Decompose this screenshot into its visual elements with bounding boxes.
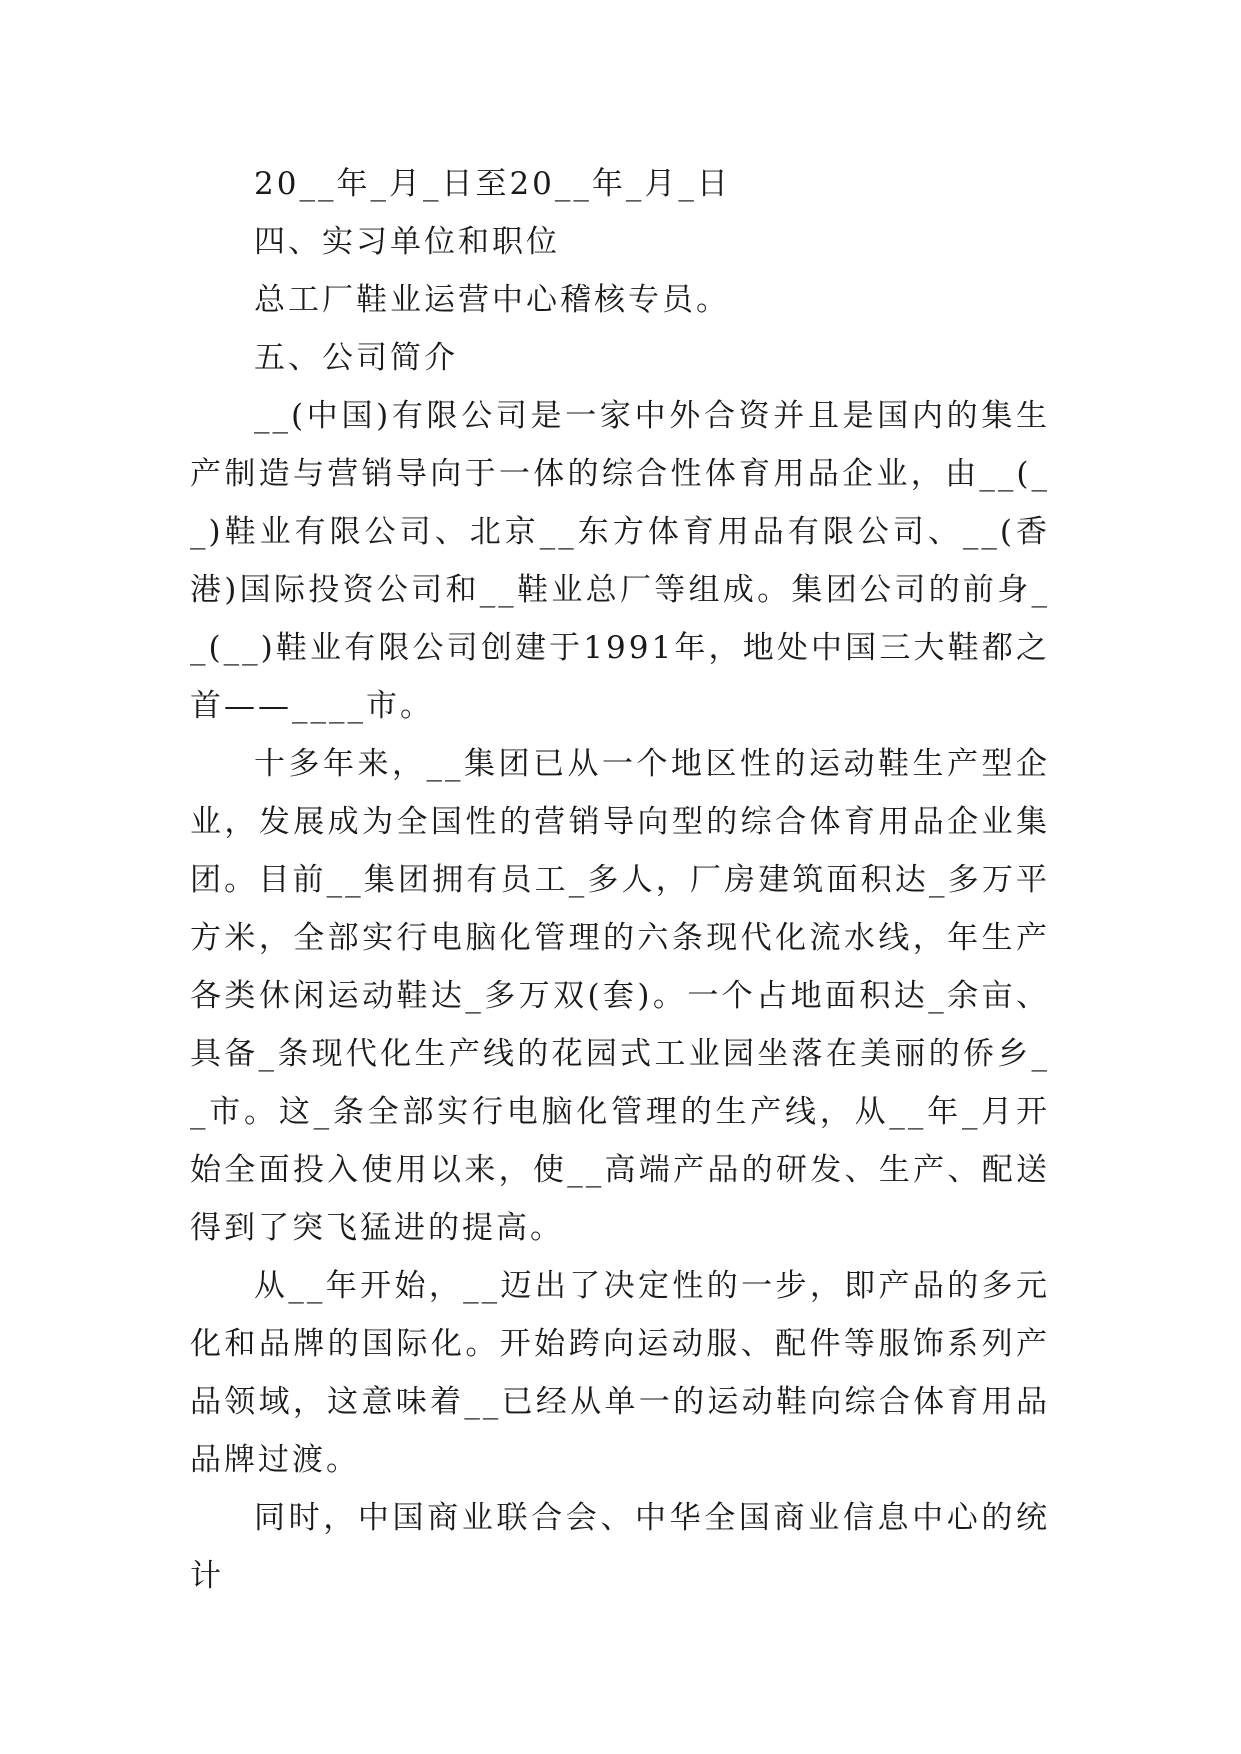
section-heading-internship-unit: 四、实习单位和职位 [254,224,560,260]
internship-position: 总工厂鞋业运营中心稽核专员。 [254,282,730,318]
company-intro-paragraph: __(中国)有限公司是一家中外合资并且是国内的集生产制造与营销导向于一体的综合性体育用品企业，由__(__)鞋业有限公司、北京__东方体育用品有限公司、__(香港)国际投资公司和__鞋业总厂等组成。集团公司的前身__(__)鞋业有限公司创建于1991年，地处中国三大鞋都之首——____市。 [190,398,1050,724]
company-diversification-paragraph: 从__年开始，__迈出了决定性的一步，即产品的多元化和品牌的国际化。开始跨向运动服、配件等服饰系列产品领域，这意味着__已经从单一的运动鞋向综合体育用品品牌过渡。 [190,1268,1050,1478]
document-body [190,155,1050,1605]
internship-period: 20__年_月_日至20__年_月_日 [254,166,731,202]
statistics-paragraph: 同时，中国商业联合会、中华全国商业信息中心的统计 [190,1500,1050,1594]
company-history-paragraph: 十多年来，__集团已从一个地区性的运动鞋生产型企业，发展成为全国性的营销导向型的综合体育用品企业集团。目前__集团拥有员工_多人，厂房建筑面积达_多万平方米，全部实行电脑化管理的六条现代化流水线，年生产各类休闲运动鞋达_多万双(套)。一个占地面积达_余亩、具备_条现代化生产线的花园式工业园坐落在美丽的侨乡__市。这_条全部实行电脑化管理的生产线，从__年_月开始全面投入使用以来，使__高端产品的研发、生产、配送得到了突飞猛进的提高。 [190,746,1050,1246]
section-heading-company-intro: 五、公司简介 [254,340,458,376]
